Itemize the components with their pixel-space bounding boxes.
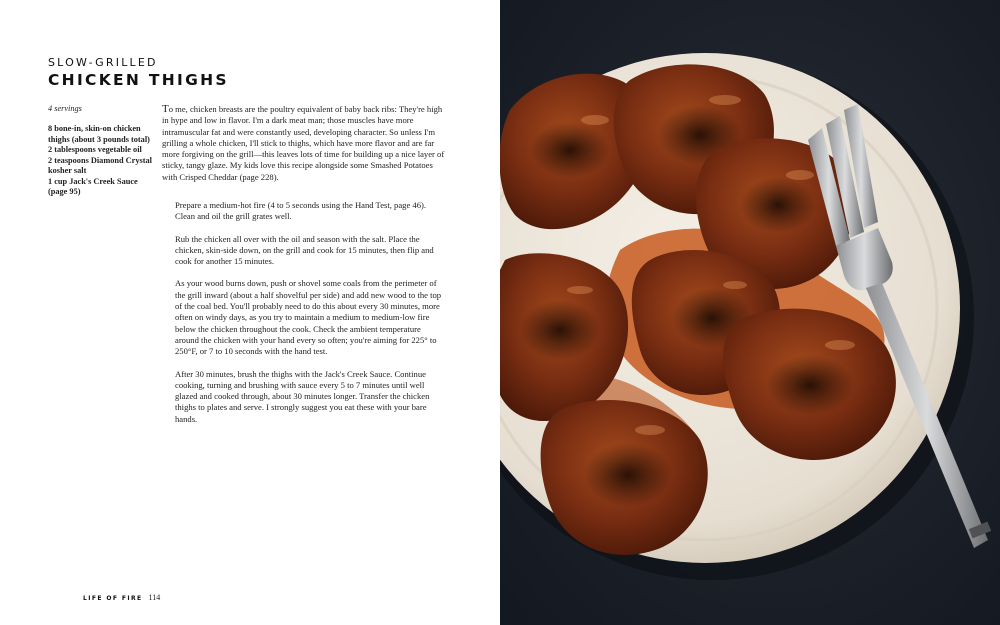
method-steps bbox=[175, 200, 445, 436]
ingredient-item: 2 tablespoons vegetable oil bbox=[48, 145, 142, 154]
food-photo bbox=[500, 0, 1000, 625]
page-number: 114 bbox=[148, 593, 161, 602]
method-step: After 30 minutes, brush the thighs with the Jack's Creek Sauce. Continue cooking, turning and brushing with sauce every 5 to 7 minutes until well glazed and cooked through, about 30 minutes longer. Transfer the chicken thighs to plates and serve. I strongly suggest you eat these with your bare hands. bbox=[175, 368, 430, 424]
recipe-title: CHICKEN THIGHS bbox=[48, 71, 229, 89]
method-step: As your wood burns down, push or shovel some coals from the perimeter of the grill inward (about a half shovelful per side) and add new wood to the top of the coal bed. You'll probably need to do this about every 30 minutes, more often on windy days, as you try to maintain a medium to medium-low fire below the chicken throughout the cook. Check the ambient temperature around the chicken with your hand every so often; you're aiming for 225° to 250°F, or 7 to 10 seconds with the hand test. bbox=[175, 278, 442, 357]
servings: 4 servings bbox=[48, 104, 82, 113]
method-step: Prepare a medium-hot fire (4 to 5 seconds using the Hand Test, page 46). Clean and oil the grill grates well. bbox=[175, 200, 427, 222]
method-step: Rub the chicken all over with the oil and season with the salt. Place the chicken, skin-side down, on the grill and cook for 15 minutes, then flip and cook for another 15 minutes. bbox=[175, 233, 434, 267]
ingredient-item: 1 cup Jack's Creek Sauce (page 95) bbox=[48, 176, 138, 196]
book-title: LIFE OF FIRE bbox=[83, 595, 143, 602]
right-page bbox=[500, 0, 1000, 625]
recipe-kicker: SLOW-GRILLED bbox=[48, 56, 158, 69]
page-footer bbox=[83, 593, 160, 602]
recipe-intro: To me, chicken breasts are the poultry equivalent of baby back ribs: They're high in hype and low in flavor. I'm a dark meat man; those muscles have more intramuscular fat and were constantly used, developing character. So unless I'm grilling a whole chicken, I'll stick to thighs, which have more flavor and are far more forgiving on the grill—this leaves lots of time for building up a nice layer of sticky, tangy glaze. My kids love this recipe alongside some Smashed Potatoes with Crisped Cheddar (page 228). bbox=[162, 103, 445, 182]
ingredient-list bbox=[48, 124, 158, 198]
ingredient-item: 8 bone-in, skin-on chicken thighs (about 3 pounds total) bbox=[48, 124, 150, 144]
ingredient-item: 2 teaspoons Diamond Crystal kosher salt bbox=[48, 155, 152, 175]
